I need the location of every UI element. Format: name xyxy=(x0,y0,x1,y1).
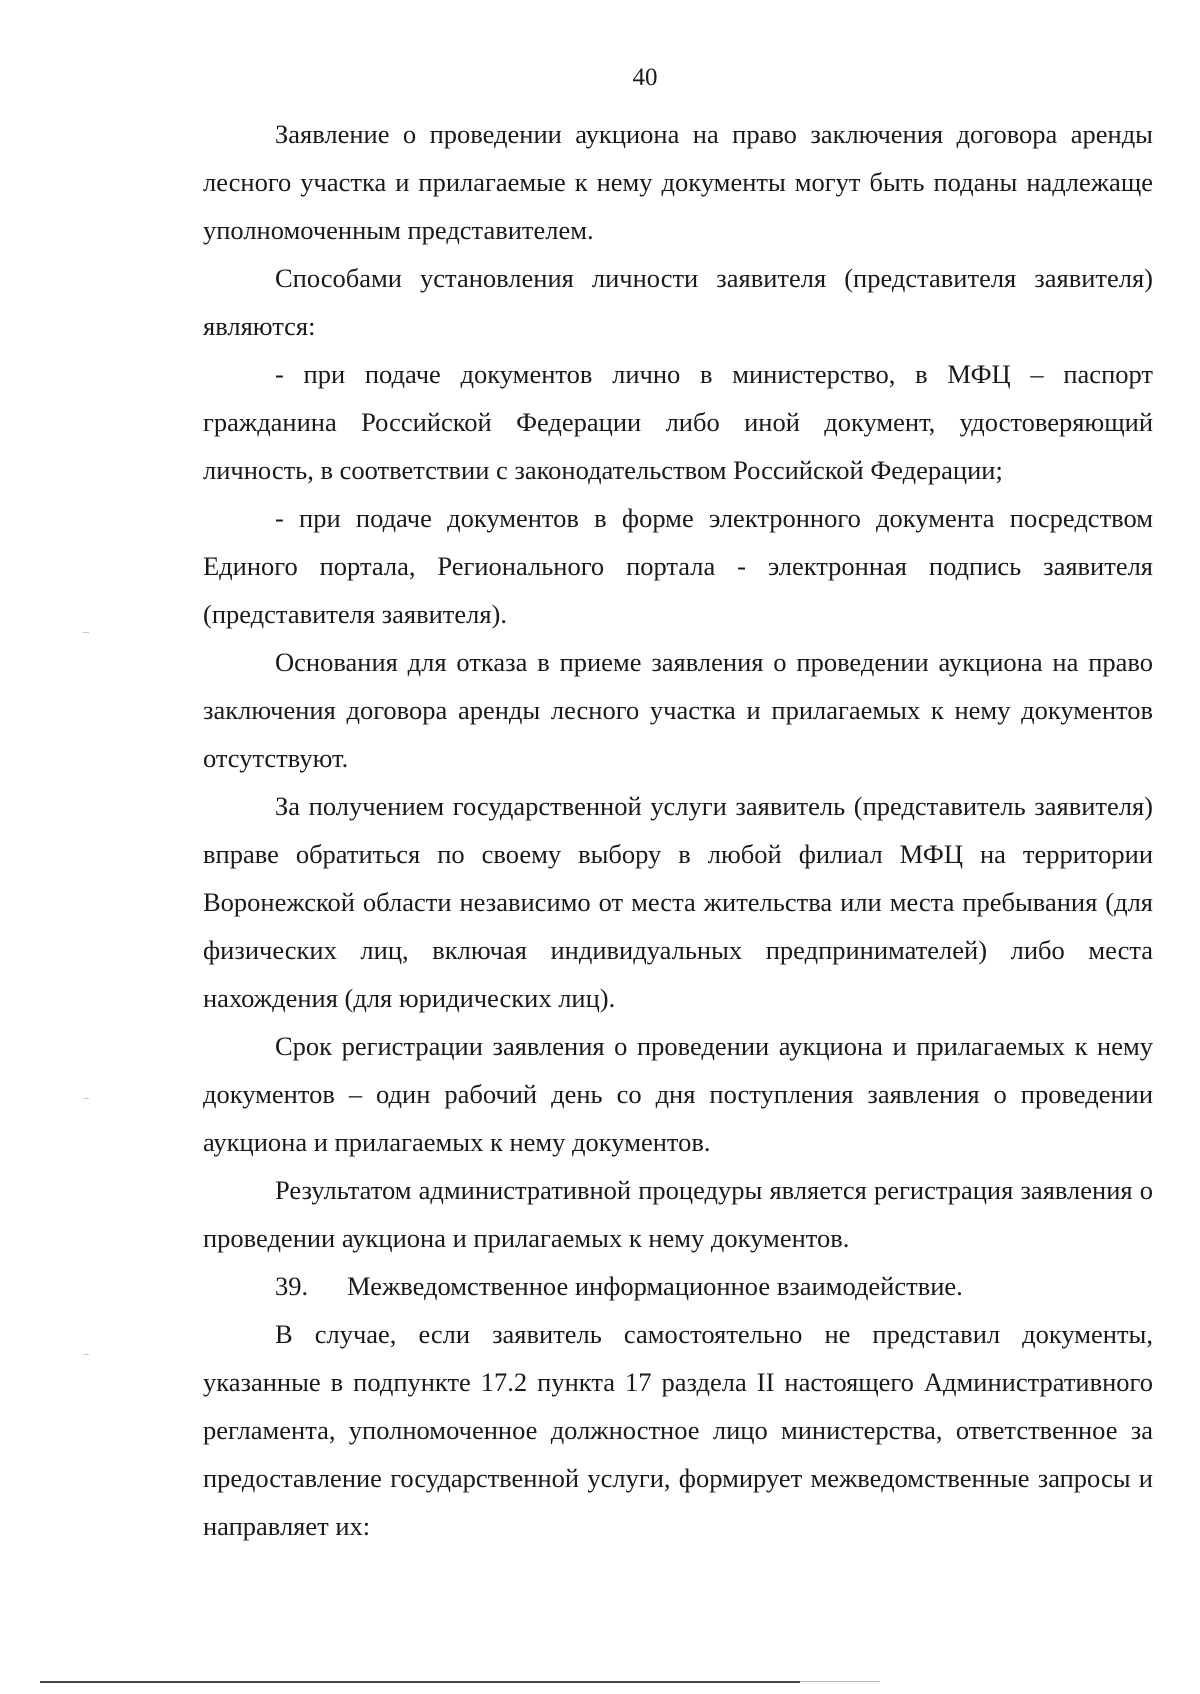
paragraph-electronic-submission: - при подаче документов в форме электронного документа посредством Единого портала, Регионального портала - электронная подпись заявителя (представителя заявителя). xyxy=(203,503,1153,629)
section-number: 39. xyxy=(275,1271,309,1301)
paragraph-mfc-branch: За получением государственной услуги заявитель (представитель заявителя) вправе обратиться по своему выбору в любой филиал МФЦ на территории Воронежской области независимо от места жительства или места пребывания (для физических лиц, включая индивидуальных предпринимателей) либо места нахождения (для юридических лиц). xyxy=(203,791,1153,1013)
page-number: 40 xyxy=(632,64,658,91)
section-heading xyxy=(203,1262,1153,1310)
section-title: Межведомственное информационное взаимодействие. xyxy=(347,1271,963,1301)
bottom-scan-edge-line-faint xyxy=(800,1681,880,1682)
paragraph-refusal-grounds: Основания для отказа в приеме заявления о проведении аукциона на право заключения договора аренды лесного участка и прилагаемых к нему документов отсутствуют. xyxy=(203,647,1153,773)
margin-tick xyxy=(83,632,89,633)
paragraph-registration-term: Срок регистрации заявления о проведении аукциона и прилагаемых к нему документов – один рабочий день со дня поступления заявления о проведении аукциона и прилагаемых к нему документов. xyxy=(203,1031,1153,1157)
document-body xyxy=(203,110,1153,1550)
paragraph-interagency-requests: В случае, если заявитель самостоятельно не представил документы, указанные в подпункте 17.2 пункта 17 раздела II настоящего Административного регламента, уполномоченное должностное лицо министерства, ответственное за предоставление государственной услуги, формирует межведомственные запросы и направляет их: xyxy=(203,1319,1153,1541)
margin-tick xyxy=(83,1354,89,1355)
margin-tick xyxy=(83,1098,89,1099)
bottom-scan-edge-line xyxy=(40,1681,800,1683)
paragraph-identification-methods: Способами установления личности заявителя (представителя заявителя) являются: xyxy=(203,263,1153,341)
paragraph-procedure-result: Результатом административной процедуры является регистрация заявления о проведении аукциона и прилагаемых к нему документов. xyxy=(203,1175,1153,1253)
paragraph-representative: Заявление о проведении аукциона на право заключения договора аренды лесного участка и прилагаемые к нему документы могут быть поданы надлежаще уполномоченным представителем. xyxy=(203,119,1153,245)
paragraph-in-person-submission: - при подаче документов лично в министерство, в МФЦ – паспорт гражданина Российской Федерации либо иной документ, удостоверяющий личность, в соответствии с законодательством Российской Федерации; xyxy=(203,359,1153,485)
